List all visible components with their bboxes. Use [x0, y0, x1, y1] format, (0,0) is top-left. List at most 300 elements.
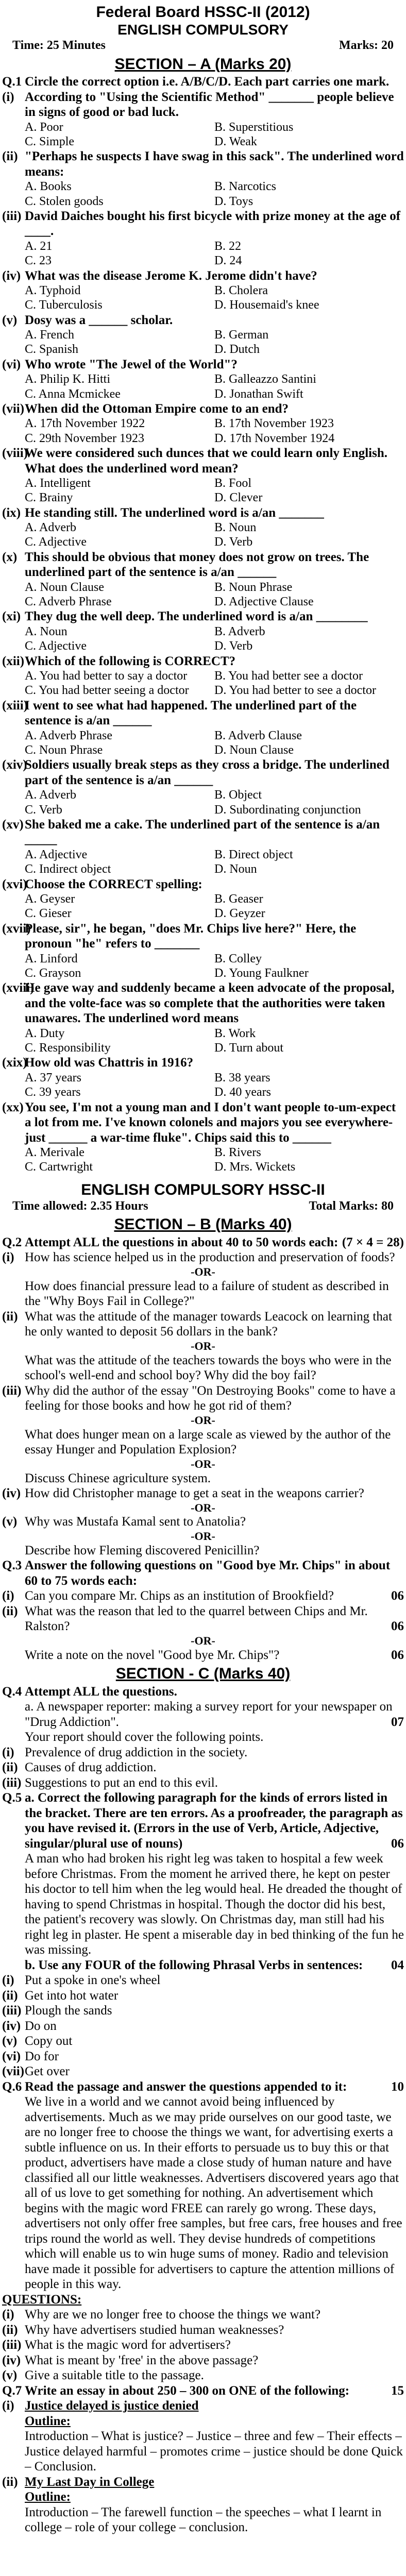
- or-separator: -OR-: [191, 1339, 215, 1352]
- q4a-row: [2, 1699, 404, 1730]
- phrasal-verb-number: (iii): [2, 2004, 22, 2018]
- q5-paragraph: A man who had broken his right leg was taken to hospital a few week before Christmas. From the moment he arrived there, he kept on pester his doctor to tell him when the leg would heal. He dreaded the thought of having to spend Christmas in hospital. Though the doctor did his best, the patient's recovery was slowly. On Christmas day, man still had his right leg in plaster. He spent a miserable day in bed thinking of the fun he was missing.: [25, 1852, 404, 1957]
- mcq-option-a: A. Adverb: [25, 521, 76, 535]
- q6-passage-row: [2, 2094, 404, 2292]
- mcq-item: [2, 446, 404, 476]
- mcq-option-b: B. Cholera: [214, 284, 268, 297]
- phrasal-verb-text-wrap: [25, 2064, 404, 2079]
- mcq-number: (xiii): [2, 698, 28, 713]
- mcq-question: Please, sir", he began, "does Mr. Chips live here?" Here, the pronoun "he" refers to _______: [25, 921, 357, 951]
- mcq-question: You see, I'm not a young man and I don't want people to-um-expect a lot from me. I've known colonels and majors you see everywhere- just ______ a war-time fluke". Chips said this to ______: [25, 1100, 396, 1145]
- mcq-options: [2, 1145, 404, 1175]
- essay-outline-body-row: [2, 2505, 404, 2535]
- mcq-item: [2, 757, 404, 788]
- mcq-option-b: B. Geaser: [214, 892, 263, 906]
- mcq-option-a: A. Linford: [25, 952, 78, 965]
- mcq-option-b: B. Superstitious: [214, 120, 294, 134]
- mcq-option-a: A. Poor: [25, 120, 63, 134]
- mcq-option-c: C. Noun Phrase: [25, 743, 103, 757]
- q3-item-text: Write a note on the novel "Good bye Mr. Chips"?: [25, 1648, 280, 1662]
- phrasal-verb-text: Put a spoke in one's wheel: [25, 1973, 161, 1988]
- q3-item-text-wrap: [25, 1588, 404, 1604]
- mcq-item: [2, 1055, 404, 1071]
- mcq-option-a: A. You had better to say a doctor: [25, 669, 188, 683]
- mcq-question: Soldiers usually break steps as they cross a bridge. The underlined part of the sentence is a/an ______: [25, 758, 390, 787]
- q7-text: Write an essay in about 250 – 300 on ONE of the following:: [25, 2383, 350, 2398]
- mcq-question: According to "Using the Scientific Method" _______ people believe in signs of good or bad luck.: [25, 90, 394, 120]
- mcq-question: How old was Chattris in 1916?: [25, 1056, 194, 1070]
- mcq-option-c: C. 23: [25, 254, 52, 268]
- q3-item-text: What was the reason that led to the quarrel between Chips and Mr. Ralston?: [25, 1604, 368, 1634]
- or-separator: -OR-: [191, 1634, 215, 1647]
- essay-outline-label: Outline:: [25, 2414, 71, 2428]
- q5-paragraph-row: [2, 1851, 404, 1958]
- q3-intro: [2, 1558, 404, 1588]
- part2-marks: Total Marks: 80: [309, 1199, 394, 1213]
- mcq-number: (x): [2, 550, 18, 564]
- q6-marks: 10: [391, 2079, 404, 2094]
- mcq-number: (vi): [2, 357, 21, 371]
- passage-question-text-wrap: [25, 2353, 404, 2368]
- passage-question-text-wrap: [25, 2337, 404, 2353]
- q2-item-text-wrap: [25, 1486, 404, 1501]
- mcq-item: [2, 817, 404, 848]
- q6-intro: [2, 2079, 404, 2095]
- q5b-row: [2, 1958, 404, 1973]
- mcq-options: [2, 624, 404, 654]
- q2-item-text-wrap: [25, 1279, 404, 1309]
- q1-intro: [2, 74, 404, 90]
- q2-item-text-wrap: [25, 1471, 404, 1486]
- q2-item-text: How did Christopher manage to get a seat in the weapons carrier?: [25, 1486, 364, 1501]
- mcq-options: [2, 892, 404, 921]
- q7-intro: [2, 2383, 404, 2399]
- mcq-option-c: C. Adverb Phrase: [25, 595, 112, 609]
- mcq-number: (viii): [2, 446, 28, 460]
- mcq-item: [2, 268, 404, 284]
- mcq-question: Which of the following is CORRECT?: [25, 654, 236, 668]
- q4-point-text-wrap: [25, 1775, 404, 1791]
- q4-point: [2, 1760, 404, 1775]
- mcq-item: [2, 1100, 404, 1146]
- phrasal-verb: [2, 1973, 404, 1988]
- mcq-option-b: B. 22: [214, 239, 242, 253]
- q2-item: [2, 1427, 404, 1458]
- q2-item: [2, 1250, 404, 1265]
- mcq-option-c: C. Adjective: [25, 535, 87, 549]
- essay-topic-title: My Last Day in College: [25, 2475, 155, 2489]
- mcq-option-b: B. Work: [214, 1026, 256, 1040]
- mcq-option-d: D. Adjective Clause: [214, 595, 314, 609]
- q2-marks: (7 × 4 = 28): [342, 1235, 404, 1249]
- q4a-sub: Your report should cover the following points.: [25, 1730, 264, 1744]
- passage-question-text-wrap: [25, 2307, 404, 2323]
- mcq-option-c: C. Indirect object: [25, 862, 111, 876]
- essay-topic-number: (i): [2, 2399, 14, 2413]
- mcq-item: [2, 90, 404, 120]
- mcq-item: [2, 921, 404, 952]
- questions-label: QUESTIONS:: [2, 2292, 82, 2307]
- phrasal-verb-text-wrap: [25, 1988, 404, 2004]
- mcq-option-d: D. Weak: [214, 134, 257, 148]
- mcq-options: [2, 239, 404, 268]
- mcq-item: [2, 877, 404, 892]
- section-b-title: SECTION – B (Marks 40): [114, 1216, 292, 1233]
- mcq-option-a: A. Merivale: [25, 1146, 84, 1159]
- phrasal-verb: [2, 1988, 404, 2004]
- q5a-text: a. Correct the following paragraph for the kinds of errors listed in the bracket. There are ten errors. As a proofreader, the paragraph as you have revised it. (Errors in the use of Verb, Article, Adjective, singular/plural use of nouns): [25, 1791, 403, 1851]
- essay-topic-title: Justice delayed is justice denied: [25, 2399, 199, 2413]
- q7-marks: 15: [391, 2383, 404, 2398]
- mcq-option-a: A. Adjective: [25, 848, 88, 861]
- passage-question-number: (iv): [2, 2353, 21, 2367]
- q2-item-number: (iv): [2, 1486, 21, 1501]
- q3-item-text: Can you compare Mr. Chips as an institution of Brookfield?: [25, 1589, 334, 1603]
- q5-number: Q.5: [2, 1791, 22, 1805]
- mcq-option-d: D. 24: [214, 254, 242, 268]
- mcq-options: [2, 1026, 404, 1056]
- mcq-option-d: D. 17th November 1924: [214, 431, 335, 445]
- mcq-option-c: C. Gieser: [25, 907, 72, 921]
- passage-question-text-wrap: [25, 2368, 404, 2383]
- q3-text: Answer the following questions on "Good bye Mr. Chips" in about 60 to 75 words each:: [25, 1558, 391, 1588]
- passage-question-text: Why are we no longer free to choose the things we want?: [25, 2308, 321, 2322]
- q3-item-number: (i): [2, 1589, 14, 1603]
- q2-item-text: Discuss Chinese agriculture system.: [25, 1471, 211, 1485]
- mcq-number: (vii): [2, 401, 25, 416]
- phrasal-verb-text: Copy out: [25, 2034, 73, 2048]
- phrasal-verb-text-wrap: [25, 2049, 404, 2064]
- mcq-option-d: D. Jonathan Swift: [214, 387, 303, 401]
- mcq-question: When did the Ottoman Empire come to an end?: [25, 401, 289, 416]
- q2-item-text: Describe how Fleming discovered Penicillin?: [25, 1543, 260, 1557]
- q2-text: Attempt ALL the questions in about 40 to 50 words each:: [25, 1235, 339, 1249]
- passage-question-text-wrap: [25, 2323, 404, 2338]
- mcq-number: (xii): [2, 654, 25, 668]
- essay-outline-body-row: [2, 2429, 404, 2475]
- mcq-item: [2, 609, 404, 624]
- q6-passage: We live in a world and we cannot avoid being influenced by advertisements. Much as we may pride ourselves on our good taste, we are no longer free to choose the things we want, for advertising exerts a subtle influence on us. In their efforts to persuade us to buy this or that product, advertisers have made a close study of human nature and have classified all our little weaknesses. Advertisers discovered years ago that all of us love to get something for nothing. An advertisement which begins with the magic word FREE can rarely go wrong. These days, advertisers not only offer free samples, but free cars, free houses and free trips round the world as well. They devise hundreds of competitions which will enable us to win huge sums of money. Radio and television have made it possible for advertisers to capture the attention millions of people in this way.: [25, 2095, 402, 2292]
- mcq-number: (xvii): [2, 921, 31, 936]
- q2-item-text-wrap: [25, 1250, 404, 1265]
- mcq-number: (xx): [2, 1100, 24, 1114]
- mcq-options: [2, 328, 404, 357]
- mcq-option-d: D. You had better to see a doctor: [214, 684, 376, 698]
- essay-topic: [2, 2475, 404, 2490]
- q2-item: [2, 1279, 404, 1309]
- mcq-item: [2, 980, 404, 1026]
- mcq-option-b: B. Noun Phrase: [214, 580, 293, 594]
- mcq-options: [2, 952, 404, 981]
- mcq-option-a: A. Typhoid: [25, 284, 81, 297]
- mcq-question: I went to see what had happened. The underlined part of the sentence is a/an ______: [25, 698, 357, 728]
- mcq-number: (v): [2, 313, 18, 327]
- phrasal-verb-number: (vii): [2, 2064, 25, 2079]
- q4a-text: a. A newspaper reporter: making a survey report for your newspaper on "Drug Addiction".: [25, 1700, 393, 1729]
- q4-point-text-wrap: [25, 1760, 404, 1775]
- q2-list: [2, 1250, 404, 1558]
- q3-item-text-wrap: [25, 1604, 404, 1634]
- mcq-item: [2, 357, 404, 372]
- phrasal-verb-number: (v): [2, 2034, 18, 2048]
- mcq-option-c: C. Brainy: [25, 491, 73, 505]
- phrasal-verb-text: Do for: [25, 2049, 59, 2063]
- q4-point-number: (i): [2, 1745, 14, 1759]
- mcq-option-c: C. You had better seeing a doctor: [25, 684, 189, 698]
- mcq-item: [2, 505, 404, 521]
- phrasal-verb-number: (vi): [2, 2049, 21, 2063]
- phrasal-verb-text: Do on: [25, 2019, 57, 2033]
- q2-item-text-wrap: [25, 1353, 404, 1383]
- mcq-number: (ix): [2, 505, 21, 520]
- q3-item-number: (ii): [2, 1604, 18, 1618]
- q4-intro: [2, 1684, 404, 1700]
- part2-title: ENGLISH COMPULSORY HSSC-II: [81, 1181, 325, 1198]
- mcq-option-b: B. You had better see a doctor: [214, 669, 363, 683]
- q3-number: Q.3: [2, 1558, 22, 1573]
- mcq-question: They dug the well deep. The underlined word is a/an ________: [25, 609, 368, 624]
- mcq-option-c: C. Spanish: [25, 343, 79, 357]
- passage-question: [2, 2368, 404, 2383]
- mcq-option-b: B. German: [214, 328, 269, 342]
- mcq-options: [2, 788, 404, 817]
- q2-item: [2, 1383, 404, 1414]
- subject-title: ENGLISH COMPULSORY: [117, 22, 289, 38]
- mcq-option-d: D. Young Faulkner: [214, 966, 309, 980]
- mcq-item: [2, 149, 404, 179]
- q4a-marks: 07: [391, 1715, 404, 1729]
- phrasal-verb-number: (ii): [2, 1988, 18, 2003]
- phrasal-verb: [2, 2019, 404, 2034]
- mcq-option-d: D. Subordinating conjunction: [214, 803, 361, 817]
- mcq-option-b: B. Adverb Clause: [214, 728, 302, 742]
- mcq-options: [2, 580, 404, 609]
- mcq-option-a: A. Adverb: [25, 788, 76, 802]
- mcq-option-d: D. Noun: [214, 862, 257, 876]
- mcq-options: [2, 283, 404, 313]
- mcq-number: (xviii): [2, 981, 35, 995]
- mcq-option-c: C. Verb: [25, 803, 62, 817]
- phrasal-verb-text-wrap: [25, 2003, 404, 2019]
- essay-outline-body: Introduction – The farewell function – the speeches – what I learnt in college – role of your college – conclusion.: [25, 2505, 382, 2535]
- q3-item-marks: 06: [391, 1648, 404, 1662]
- mcq-option-c: C. 39 years: [25, 1086, 81, 1099]
- q7-list: [2, 2398, 404, 2535]
- phrasal-verb-text-wrap: [25, 2019, 404, 2034]
- q4-points: [2, 1745, 404, 1791]
- section-c-title: SECTION - C (Marks 40): [115, 1665, 291, 1683]
- mcq-option-a: A. Books: [25, 180, 72, 194]
- essay-outline-body: Introduction – What is justice? – Justice – three and few – Their effects – Justice delayed harmful – promotes crime – justice should be done Quick – Conclusion.: [25, 2429, 403, 2474]
- or-separator: -OR-: [191, 1413, 215, 1427]
- mcq-option-c: C. Anna Mcmickee: [25, 387, 121, 401]
- phrasal-verb-number: (iv): [2, 2019, 21, 2033]
- mcq-question: She baked me a cake. The underlined part of the sentence is a/an _____: [25, 817, 380, 847]
- mcq-question: David Daiches bought his first bicycle with prize money at the age of ____.: [25, 209, 401, 239]
- mcq-option-b: B. 17th November 1923: [214, 417, 334, 431]
- q3-item-text-wrap: [25, 1648, 404, 1663]
- q3-item-marks: 06: [391, 1589, 404, 1603]
- q2-item-text-wrap: [25, 1309, 404, 1340]
- or-separator: -OR-: [191, 1457, 215, 1470]
- mcq-option-a: A. French: [25, 328, 74, 342]
- mcq-option-a: A. Noun Clause: [25, 580, 104, 594]
- mcq-options: [2, 848, 404, 877]
- mcq-question: He gave way and suddenly became a keen advocate of the proposal, and the volte-face was so complete that the authorities were taken unawares. The underlined word means: [25, 981, 395, 1026]
- phrasal-verb: [2, 2033, 404, 2049]
- q4-number: Q.4: [2, 1684, 22, 1699]
- passage-question-text: What is meant by 'free' in the above passage?: [25, 2353, 259, 2367]
- mcq-option-a: A. Intelligent: [25, 477, 91, 490]
- mcq-option-c: C. Stolen goods: [25, 194, 104, 208]
- q5b-text: b. Use any FOUR of the following Phrasal Verbs in sentences:: [25, 1958, 363, 1972]
- mcq-option-d: D. Noun Clause: [214, 743, 294, 757]
- q2-item: [2, 1514, 404, 1530]
- q5a-marks: 06: [391, 1836, 404, 1851]
- mcq-number: (xix): [2, 1056, 27, 1070]
- mcq-option-b: B. Noun: [214, 521, 257, 535]
- mcq-option-d: D. Verb: [214, 639, 253, 653]
- mcq-question: We were considered such dunces that we could learn only English. What does the underlined word mean?: [25, 446, 387, 476]
- q2-item-text-wrap: [25, 1514, 404, 1530]
- q2-item-number: (ii): [2, 1309, 18, 1324]
- q2-item-text-wrap: [25, 1427, 404, 1458]
- q3-item-marks: 06: [391, 1619, 404, 1634]
- mcq-option-b: B. Galleazzo Santini: [214, 372, 316, 386]
- mcq-option-d: D. Housemaid's knee: [214, 298, 319, 312]
- q2-item-text: Why was Mustafa Kamal sent to Anatolia?: [25, 1515, 246, 1529]
- mcq-options: [2, 1071, 404, 1100]
- passage-question: [2, 2307, 404, 2323]
- mcq-question: "Perhaps he suspects I have swag in this sack". The underlined word means:: [25, 149, 404, 179]
- phrasal-verb: [2, 2003, 404, 2019]
- q3-item: [2, 1604, 404, 1634]
- passage-question-number: (v): [2, 2368, 18, 2383]
- passage-question: [2, 2323, 404, 2338]
- essay-topic: [2, 2398, 404, 2414]
- q4-point-text: Causes of drug addiction.: [25, 1760, 157, 1775]
- q2-item-text: How does financial pressure lead to a failure of student as described in the "Why Boys Fail in College?": [25, 1279, 389, 1309]
- mcq-item: [2, 654, 404, 669]
- q4-point-text: Prevalence of drug addiction in the society.: [25, 1745, 248, 1759]
- mcq-options: [2, 372, 404, 401]
- passage-question-text: What is the magic word for advertisers?: [25, 2338, 231, 2352]
- or-separator: -OR-: [191, 1265, 215, 1278]
- q3-item: [2, 1648, 404, 1663]
- mcq-number: (xiv): [2, 758, 27, 772]
- passage-question: [2, 2353, 404, 2368]
- essay-outline-label: Outline:: [25, 2490, 71, 2504]
- mcq-option-a: A. Adverb Phrase: [25, 728, 112, 742]
- q2-item-text: How has science helped us in the production and preservation of foods?: [25, 1250, 395, 1265]
- q2-item-number: (iii): [2, 1383, 22, 1398]
- q3-item: [2, 1588, 404, 1604]
- q4-point-number: (iii): [2, 1775, 22, 1790]
- mcq-item: [2, 313, 404, 328]
- q1-number: Q.1: [2, 75, 22, 89]
- q7-number: Q.7: [2, 2383, 22, 2398]
- q4a-sub-row: [2, 1730, 404, 1745]
- board-title: Federal Board HSSC-II (2012): [96, 4, 310, 21]
- mcq-options: [2, 416, 404, 446]
- mcq-number: (iv): [2, 268, 21, 283]
- passage-question-number: (iii): [2, 2338, 22, 2352]
- section-a-title: SECTION – A (Marks 20): [114, 55, 292, 73]
- q2-item: [2, 1353, 404, 1383]
- mcq-option-c: C. Cartwright: [25, 1160, 93, 1174]
- mcq-option-a: A. Philip K. Hitti: [25, 372, 111, 386]
- mcq-option-b: B. Fool: [214, 477, 252, 490]
- mcq-option-c: C. Responsibility: [25, 1041, 111, 1055]
- mcq-option-c: C. Adjective: [25, 639, 87, 653]
- q2-number: Q.2: [2, 1235, 22, 1249]
- mcq-item: [2, 698, 404, 728]
- mcq-option-a: A. Noun: [25, 624, 67, 638]
- q4-point: [2, 1775, 404, 1791]
- mcq-options: [2, 179, 404, 209]
- q2-item-text: Why did the author of the essay "On Destroying Books" come to have a feeling for those books and how he got rid of them?: [25, 1383, 396, 1413]
- q2-item: [2, 1486, 404, 1501]
- q6-number: Q.6: [2, 2079, 22, 2094]
- mcq-option-b: B. Colley: [214, 952, 262, 965]
- passage-question-text: Why have advertisers studied human weaknesses?: [25, 2323, 284, 2337]
- q1-text: Circle the correct option i.e. A/B/C/D. Each part carries one mark.: [25, 75, 390, 89]
- mcq-option-d: D. Verb: [214, 535, 253, 549]
- mcq-options: [2, 669, 404, 698]
- phrasal-verb-text: Get over: [25, 2064, 70, 2079]
- mcq-option-b: B. Object: [214, 788, 262, 802]
- time-marks-row: [2, 38, 404, 53]
- mcq-option-c: C. Simple: [25, 134, 75, 148]
- q2-item: [2, 1309, 404, 1340]
- q2-item-text: What was the attitude of the teachers towards the boys who were in the school's well-end and school boy? Why did the boy fail?: [25, 1353, 392, 1383]
- mcq-option-d: D. Geyzer: [214, 907, 265, 921]
- q4-point: [2, 1745, 404, 1760]
- mcq-option-b: B. Adverb: [214, 624, 265, 638]
- passage-question-number: (i): [2, 2308, 14, 2322]
- mcq-question: He standing still. The underlined word is a/an _______: [25, 505, 324, 520]
- mcq-item: [2, 401, 404, 417]
- mcq-number: (ii): [2, 149, 18, 164]
- mcq-question: What was the disease Jerome K. Jerome didn't have?: [25, 268, 317, 283]
- mcq-question: This should be obvious that money does not grow on trees. The underlined part of the sentence is a/an ______: [25, 550, 369, 580]
- q5a-row: [2, 1790, 404, 1851]
- phrasal-verb-text-wrap: [25, 1973, 404, 1988]
- mcq-number: (xvi): [2, 877, 27, 891]
- mcq-options: [2, 728, 404, 758]
- phrasal-verb: [2, 2064, 404, 2079]
- mcq-option-a: A. 37 years: [25, 1071, 81, 1084]
- mcq-option-c: C. 29th November 1923: [25, 431, 144, 445]
- mcq-number: (i): [2, 90, 14, 104]
- mcq-option-b: B. Direct object: [214, 848, 293, 861]
- mcq-option-d: D. Clever: [214, 491, 263, 505]
- q2-item-text: What was the attitude of the manager towards Leacock on learning that he only wanted to deposit 56 dollars in the bank?: [25, 1309, 392, 1339]
- passage-question-text: Give a suitable title to the passage.: [25, 2368, 204, 2383]
- mcq-item: [2, 550, 404, 580]
- essay-outline-row: [2, 2489, 404, 2505]
- q2-item-text-wrap: [25, 1543, 404, 1558]
- mcq-option-b: B. Narcotics: [214, 180, 276, 194]
- or-separator: -OR-: [191, 1529, 215, 1543]
- mcq-number: (iii): [2, 209, 22, 223]
- mcq-item: [2, 209, 404, 239]
- mcq-question: Choose the CORRECT spelling:: [25, 877, 202, 891]
- q2-item-text-wrap: [25, 1383, 404, 1414]
- q2-item: [2, 1543, 404, 1558]
- mcq-option-a: A. Duty: [25, 1026, 65, 1040]
- mcq-option-d: D. Dutch: [214, 343, 260, 357]
